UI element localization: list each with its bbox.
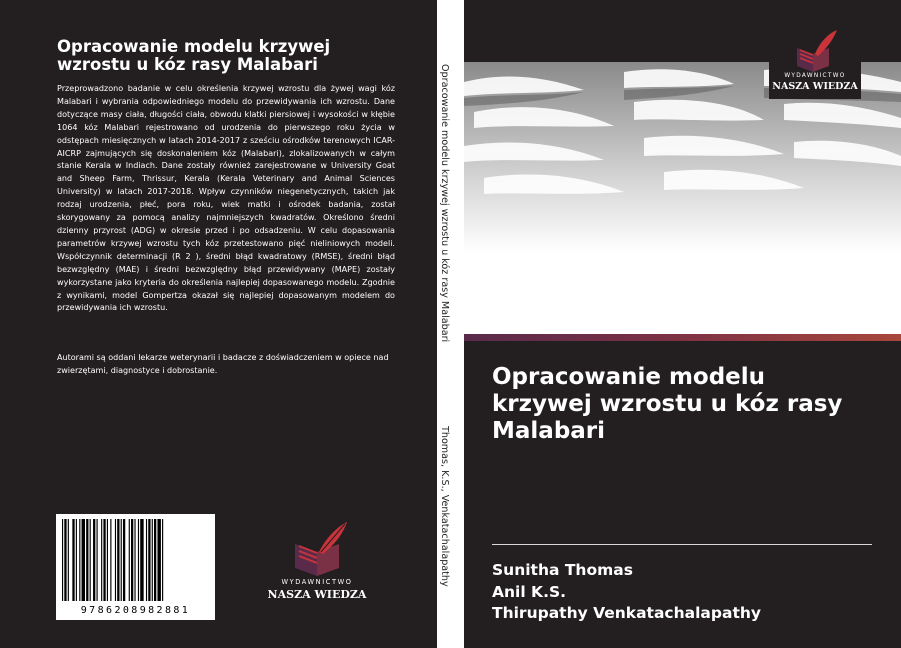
author-name: Anil K.S. [492, 582, 567, 601]
spine-authors: Thomas, K.S., Venkatachalapathy [439, 426, 450, 587]
leaf-pattern-artwork [464, 62, 901, 334]
back-cover-abstract: Przeprowadzono badanie w celu określenia krzywej wzrostu dla żywej wagi kóz Malabari i wybrania odpowiedniego modelu do przewidywania ich wzrostu. Dane dotyczące masy ciała, długości ciała, obwodu klatki piersiowej i wysokości w kłębie 1064 kóz Malabari rejestrowano od urodzenia do pierwszego roku życia w odstępach miesięcznych w latach 2014-2017 z sześciu ośrodków terenowych ICAR-AICRP zajmujących się doskonaleniem kóz (Malabari), zlokalizowanych w całym stanie Kerala w Indiach. Dane zostały również zarejestrowane w University Goat and Sheep Farm, Thrissur, Kerala (Kerala Veterinary and Animal Sciences University) w latach 2017-2018. Wpływ czynników niegenetycznych, takich jak rodzaj urodzenia, płeć, pora roku, wiek matki i ośrodek badania, został skorygowany za pomocą analizy najmniejszych kwadratów. Określono średni dzienny przyrost (ADG) w okresie przed i po odsadzeniu. W celu dopasowania parametrów krzywej wzrostu tych kóz przetestowano pięć nieliniowych modeli. Współczynnik determinacji (R 2 ), średni błąd kwadratowy (RMSE), średni błąd bezwzględny (MAE) i średni bezwzględny błąd przewidywany (MAPE) zostały wykorzystane jako kryteria do określenia najlepiej dopasowanego modelu. Zgodnie z wynikami, model Gompertza okazał się najlepiej dopasowanym modelem do przewidywania ich wzrostu. [57, 84, 395, 313]
author-name: Sunitha Thomas [492, 561, 633, 579]
publisher-line2: NASZA WIEDZA [267, 588, 367, 601]
spine-title: Opracowanie modelu krzywej wzrostu u kóz rasy Malabari [439, 64, 450, 343]
back-cover-title: Opracowanie modelu krzywej wzrostu u kóz rasy Malabari [57, 37, 331, 74]
accent-band [464, 334, 901, 341]
quill-and-book-logo-icon [257, 518, 377, 578]
isbn-digits: 9786208982881 [80, 605, 191, 616]
author-list [492, 560, 892, 625]
back-cover [0, 0, 437, 648]
publisher-front-line1: WYDAWNICTWO [784, 73, 846, 79]
quill-and-book-logo-icon [769, 26, 861, 76]
isbn-barcode [56, 514, 215, 620]
author-name: Thirupathy Venkatachalapathy [492, 604, 761, 622]
front-cover-title: Opracowanie modelu krzywej wzrostu u kóz rasy Malabari [492, 364, 843, 444]
author-bio: Autorami są oddani lekarze weterynarii i badacze z doświadczeniem w opiece nad zwierzętami, diagnostyce i dobrostanie. [57, 353, 389, 375]
barcode-icon [60, 519, 211, 605]
front-cover [464, 0, 901, 648]
publisher-front-line2: NASZA WIEDZA [772, 81, 858, 92]
publisher-logo-front [769, 26, 861, 99]
publisher-logo-back [257, 518, 377, 608]
book-spine [437, 0, 463, 648]
publisher-line1: WYDAWNICTWO [281, 578, 353, 586]
divider-line [492, 544, 872, 545]
